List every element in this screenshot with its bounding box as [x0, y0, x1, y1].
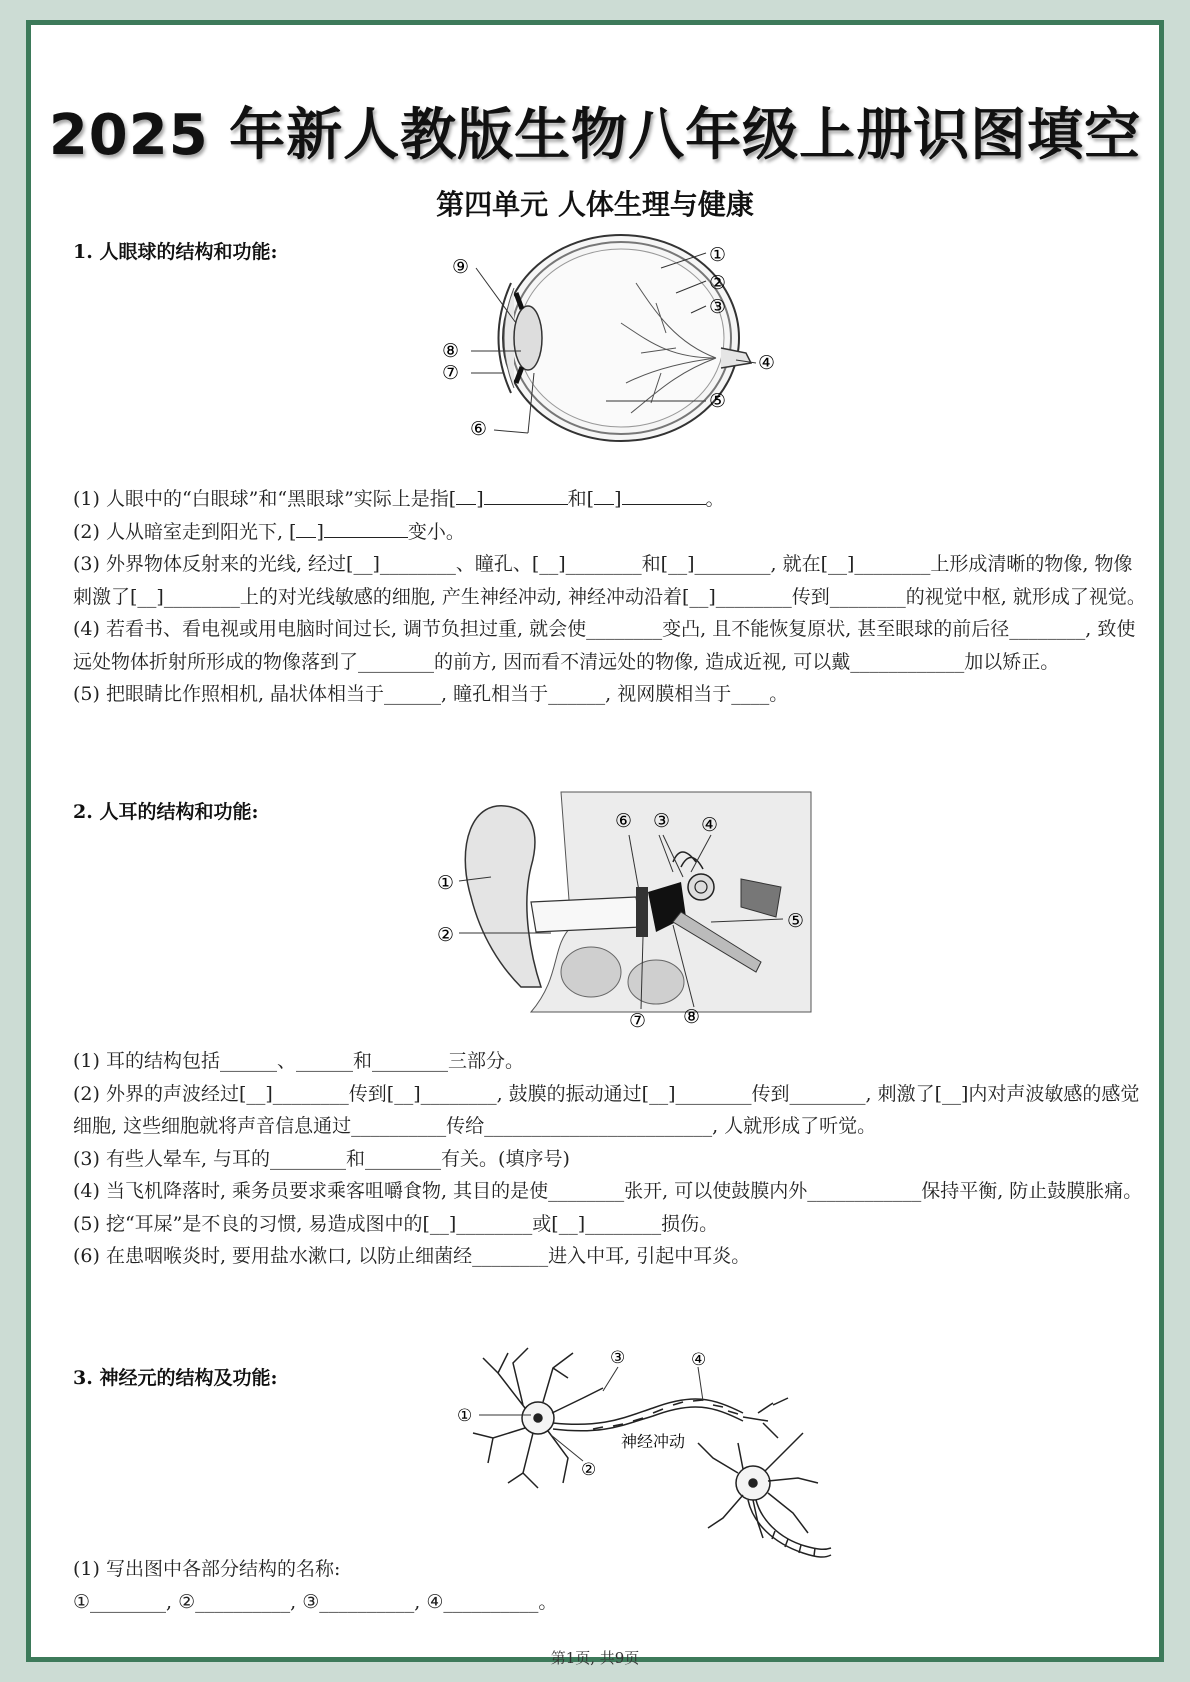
- eye-questions: [73, 483, 1148, 711]
- section-heading-neuron: 3. 神经元的结构及功能:: [73, 1367, 278, 1389]
- eye-question-2: (2) 人从暗室走到阳光下, [ ] 变小。: [73, 520, 465, 543]
- eye-label-7: ⑦: [442, 362, 460, 384]
- neuron-question-2: ①________, ②__________, ③__________, ④__________。: [73, 1590, 558, 1613]
- neuron-label-4: ④: [691, 1350, 707, 1370]
- neuron-questions: [73, 1553, 1148, 1618]
- worksheet-page: [26, 20, 1164, 1667]
- ear-label-2: ②: [437, 924, 455, 946]
- section-heading-ear: 2. 人耳的结构和功能:: [73, 801, 259, 823]
- neuron-label-2: ②: [581, 1460, 597, 1480]
- eye-label-8: ⑧: [442, 340, 460, 362]
- eye-diagram: [416, 223, 816, 453]
- ear-label-3: ③: [653, 810, 671, 832]
- ear-question-2: (2) 外界的声波经过[__]________传到[__]________, 鼓膜的振动通过[__]________传到________, 刺激了[__]内对声波敏感的感觉细胞, 这些细胞就将声音信息通过__________传给________________________, 人就形成了听觉。: [73, 1082, 1140, 1137]
- ear-label-8: ⑧: [683, 1006, 701, 1028]
- eye-label-2: ②: [709, 272, 727, 294]
- neuron-diagram: [453, 1343, 853, 1571]
- eye-label-9: ⑨: [452, 256, 470, 278]
- ear-illustration: [465, 792, 811, 1012]
- eye-label-5: ⑤: [709, 390, 727, 412]
- neuron-label-1: ①: [457, 1406, 473, 1426]
- ear-question-1: (1) 耳的结构包括______、______和________三部分。: [73, 1050, 524, 1072]
- eye-label-6: ⑥: [470, 418, 488, 440]
- eye-label-3: ③: [709, 296, 727, 318]
- section-heading-eye: 1. 人眼球的结构和功能:: [73, 241, 278, 263]
- ear-diagram: [411, 787, 831, 1032]
- ear-questions: [73, 1045, 1148, 1273]
- neuron-illustration: [473, 1348, 831, 1557]
- ear-label-4: ④: [701, 814, 719, 836]
- ear-label-6: ⑥: [615, 810, 633, 832]
- page-footer: 第1页, 共9页: [550, 1649, 640, 1667]
- ear-question-4: (4) 当飞机降落时, 乘务员要求乘客咀嚼食物, 其目的是使________张开, 可以使鼓膜内外____________保持平衡, 防止鼓膜胀痛。: [73, 1180, 1143, 1202]
- eye-question-5: (5) 把眼睛比作照相机, 晶状体相当于______, 瞳孔相当于______, 视网膜相当于____。: [73, 683, 789, 705]
- unit-title: 第四单元 人体生理与健康: [436, 188, 754, 221]
- neuron-impulse-label: 神经冲动: [621, 1432, 686, 1451]
- eye-question-1: (1) 人眼中的“白眼球”和“黑眼球”实际上是指[ ] 和[ ] 。: [73, 488, 725, 510]
- ear-question-5: (5) 挖“耳屎”是不良的习惯, 易造成图中的[__]________或[__]________损伤。: [73, 1212, 719, 1235]
- ear-question-6: (6) 在患咽喉炎时, 要用盐水漱口, 以防止细菌经________进入中耳, 引起中耳炎。: [73, 1245, 751, 1267]
- neuron-question-1: (1) 写出图中各部分结构的名称:: [73, 1558, 341, 1580]
- ear-label-7: ⑦: [629, 1010, 647, 1032]
- ear-label-1: ①: [437, 872, 455, 894]
- ear-question-3: (3) 有些人晕车, 与耳的________和________有关。(填序号): [73, 1147, 570, 1170]
- eye-label-1: ①: [709, 244, 727, 266]
- page-title: 2025 年新人教版生物八年级上册识图填空: [48, 103, 1142, 168]
- ear-label-5: ⑤: [787, 910, 805, 932]
- eye-label-4: ④: [758, 352, 776, 374]
- eye-question-3: (3) 外界物体反射来的光线, 经过[__]________、瞳孔、[__]________和[__]________, 就在[__]________上形成清晰的物像, 物像刺激了[__]________上的对光线敏感的细胞, 产生神经冲动, 神经冲动沿着[__]________传到________的视觉中枢, 就形成了视觉。: [73, 553, 1146, 608]
- neuron-label-3: ③: [610, 1348, 626, 1368]
- eye-question-4: (4) 若看书、看电视或用电脑时间过长, 调节负担过重, 就会使________变凸, 且不能恢复原状, 甚至眼球的前后径________, 致使远处物体折射所形成的物像落到了________的前方, 因而看不清远处的物像, 造成近视, 可以戴____________加以矫正。: [73, 618, 1136, 673]
